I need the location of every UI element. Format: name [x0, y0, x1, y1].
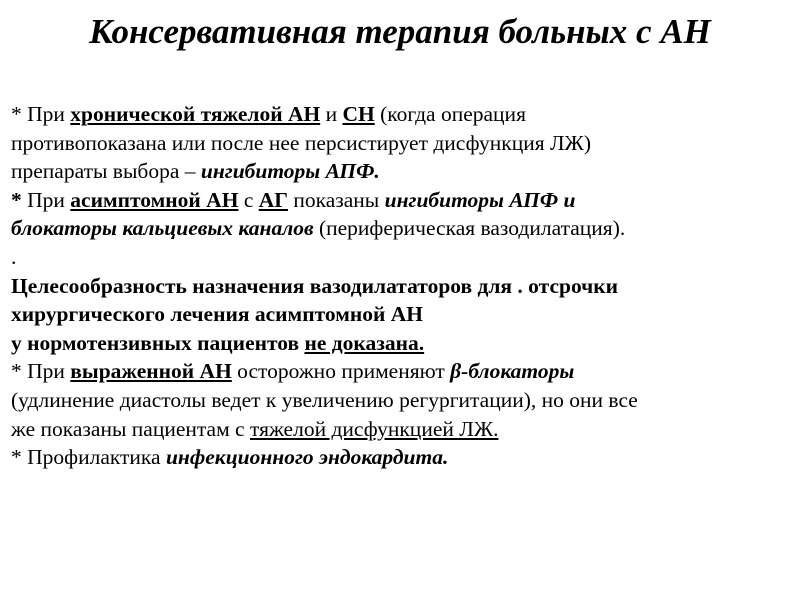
emphasis-chronic-severe-an: хронической тяжелой АН [70, 102, 321, 126]
paragraph-3-line-2: хирургического лечения асимптомной АН [11, 302, 423, 327]
text: (когда операция [374, 102, 526, 126]
emphasis-asymptomatic-an: асимптомной АН [70, 187, 239, 212]
text: у нормотензивных пациентов [11, 330, 305, 355]
drug-ace-inhibitors: ингибиторы АПФ. [200, 159, 380, 184]
text: препараты выбора – [11, 159, 201, 184]
paragraph-3-line-3 [11, 329, 793, 358]
text: и [320, 102, 343, 126]
slide-title: Консервативная терапия больных с АН [89, 12, 711, 51]
emphasis-ag: АГ [258, 187, 288, 212]
paragraph-4-line-1 [11, 357, 793, 386]
drug-ace-inhibitors: ингибиторы АПФ и [384, 187, 576, 212]
drug-beta-blockers: β-блокаторы [450, 359, 575, 384]
bullet: * [11, 359, 22, 384]
paragraph-3-line-1: Целесообразность назначения вазодилататоров для . отсрочки [11, 273, 619, 298]
text: (периферическая вазодилатация). [313, 216, 626, 241]
paragraph-1-line-3 [11, 157, 793, 186]
text: Профилактика [21, 445, 166, 470]
bullet: * [11, 102, 22, 126]
paragraph-1-line-1 [11, 100, 793, 129]
paragraph-4-line-2: (удлинение диастолы ведет к увеличению регургитации), но они все [11, 387, 638, 412]
emphasis-severe-lv-dysfunction: тяжелой дисфункцией ЛЖ. [249, 416, 499, 441]
bullet: * [11, 445, 22, 470]
text: показаны [287, 187, 385, 212]
text: с [238, 187, 259, 212]
text: же показаны пациентам с [11, 416, 250, 441]
text: При [21, 359, 71, 384]
emphasis-pronounced-an: выраженной АН [70, 359, 232, 384]
separator-dot: . [11, 244, 17, 269]
paragraph-4-line-3 [11, 415, 793, 444]
paragraph-5-line-1 [11, 443, 793, 472]
text: При [21, 187, 71, 212]
paragraph-2-line-1 [11, 186, 793, 215]
paragraph-1-line-2: противопоказана или после нее персистирует дисфункция ЛЖ) [11, 130, 591, 155]
emphasis-infective-endocarditis: инфекционного эндокардита. [165, 445, 449, 470]
drug-calcium-channel-blockers: блокаторы кальциевых каналов [11, 216, 314, 241]
slide-body [11, 100, 793, 472]
paragraph-2-line-2 [11, 214, 793, 243]
emphasis-sn: СН [342, 102, 375, 126]
text: При [21, 102, 71, 126]
emphasis-not-proven: не доказана. [304, 330, 425, 355]
text: осторожно применяют [231, 359, 451, 384]
bullet: * [11, 187, 22, 212]
